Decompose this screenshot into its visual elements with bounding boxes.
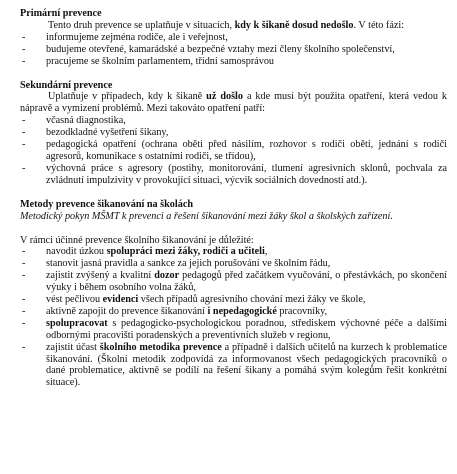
secondary-prevention-section bbox=[20, 80, 447, 187]
secondary-intro-bold: už došlo bbox=[206, 91, 243, 103]
primary-intro-bold: kdy k šikaně dosud nedošlo bbox=[234, 19, 354, 31]
list-item: - pracujeme se školním parlamentem, třídní samosprávou bbox=[46, 56, 447, 68]
primary-intro-text: Tento druh prevence se uplatňuje v situacích, bbox=[48, 19, 235, 31]
secondary-intro-end: a kde musí být použita opatření, která vedou k nápravě a vymizení problémů. Mezi takováto opatření patří: bbox=[20, 91, 447, 115]
item-text: aktivně zapojit do prevence šikanování bbox=[46, 305, 208, 317]
item-text: , bbox=[264, 246, 268, 258]
list-item bbox=[46, 342, 447, 390]
list-item bbox=[46, 294, 447, 306]
item-text: stanovit jasná pravidla a sankce za jejich porušování ve školním řádu, bbox=[46, 258, 331, 270]
item-text: vést pečlivou bbox=[46, 294, 103, 306]
effective-list bbox=[20, 246, 447, 389]
secondary-intro bbox=[20, 91, 447, 115]
list-item bbox=[46, 306, 447, 318]
methods-subtitle: Metodický pokyn MŠMT k prevenci a řešení šikanování mezi žáky škol a školských zařízení. bbox=[20, 210, 393, 222]
primary-list bbox=[20, 32, 447, 68]
list-item: - budujeme otevřené, kamarádské a bezpečné vztahy mezi členy školního společenství, bbox=[46, 44, 447, 56]
secondary-intro-text: Uplatňuje v případech, kdy k šikaně bbox=[48, 91, 207, 103]
list-item: - včasná diagnostika, bbox=[46, 115, 447, 127]
item-text: s pedagogicko-psychologickou poradnou, střediskem výchovné péče a dalšími odbornými pracovišti poradenských a preventivních služeb v regionu, bbox=[46, 317, 447, 341]
item-bold: spolupráci mezi žáky, rodiči a učiteli bbox=[106, 246, 265, 258]
spacer bbox=[20, 187, 447, 199]
list-item: - pedagogická opatření (ochrana oběti před násilím, rozhovor s rodiči oběti, jednání s rodiči agresorů, komunikace s ostatními rodiči, se třídou), bbox=[46, 139, 447, 163]
item-bold: spolupracovat bbox=[46, 317, 108, 329]
methods-section bbox=[20, 199, 447, 223]
primary-intro bbox=[20, 20, 447, 32]
list-item bbox=[46, 318, 447, 342]
item-text: pracovníky, bbox=[276, 305, 328, 317]
item-text: navodit úzkou bbox=[46, 246, 107, 258]
effective-intro: V rámci účinné prevence školního šikanování je důležité: bbox=[20, 234, 254, 246]
item-bold: i nepedagogické bbox=[207, 305, 277, 317]
item-bold: evidenci bbox=[102, 294, 139, 306]
spacer bbox=[20, 223, 447, 235]
methods-heading: Metody prevence šikanování na školách bbox=[20, 198, 194, 210]
item-text: zajistit zvýšený a kvalitní bbox=[46, 270, 155, 282]
secondary-list bbox=[20, 115, 447, 186]
list-item: - bezodkladné vyšetření šikany, bbox=[46, 127, 447, 139]
item-bold: dozor bbox=[154, 270, 180, 282]
list-item bbox=[46, 270, 447, 294]
effective-prevention-section bbox=[20, 235, 447, 390]
secondary-heading: Sekundární prevence bbox=[20, 79, 113, 91]
list-item: - informujeme zejména rodiče, ale i veřejnost, bbox=[46, 32, 447, 44]
item-text: pedagogů před začátkem vyučování, o přestávkách, po skončení výuky i během osobního volna žáků, bbox=[46, 270, 447, 294]
primary-intro-end: . V této fázi: bbox=[353, 19, 405, 31]
item-bold: školního metodika prevence bbox=[99, 341, 222, 353]
list-item: - výchovná práce s agresory (postihy, monitorování, tlumení agresivních sklonů, pochvala za zvládnutí impulzivity v provokující situaci, výcvik sociálních dovedností atd.). bbox=[46, 163, 447, 187]
item-text: zajistit účast bbox=[46, 341, 100, 353]
spacer bbox=[20, 68, 447, 80]
list-item bbox=[46, 258, 447, 270]
item-text: všech případů agresivního chování mezi žáky ve škole, bbox=[138, 294, 366, 306]
list-item bbox=[46, 246, 447, 258]
item-text: a případně i dalších učitelů na kurzech k problematice šikanování. (Školní metodik zodpovídá za informovanost všech pedagogických pracovníků o dané problematice, aktivně se podílí na řešení šikany a pomáhá svým kolegům řešit konkrétní situace). bbox=[46, 341, 448, 389]
primary-prevention-section bbox=[20, 8, 447, 68]
primary-heading: Primární prevence bbox=[20, 8, 102, 19]
